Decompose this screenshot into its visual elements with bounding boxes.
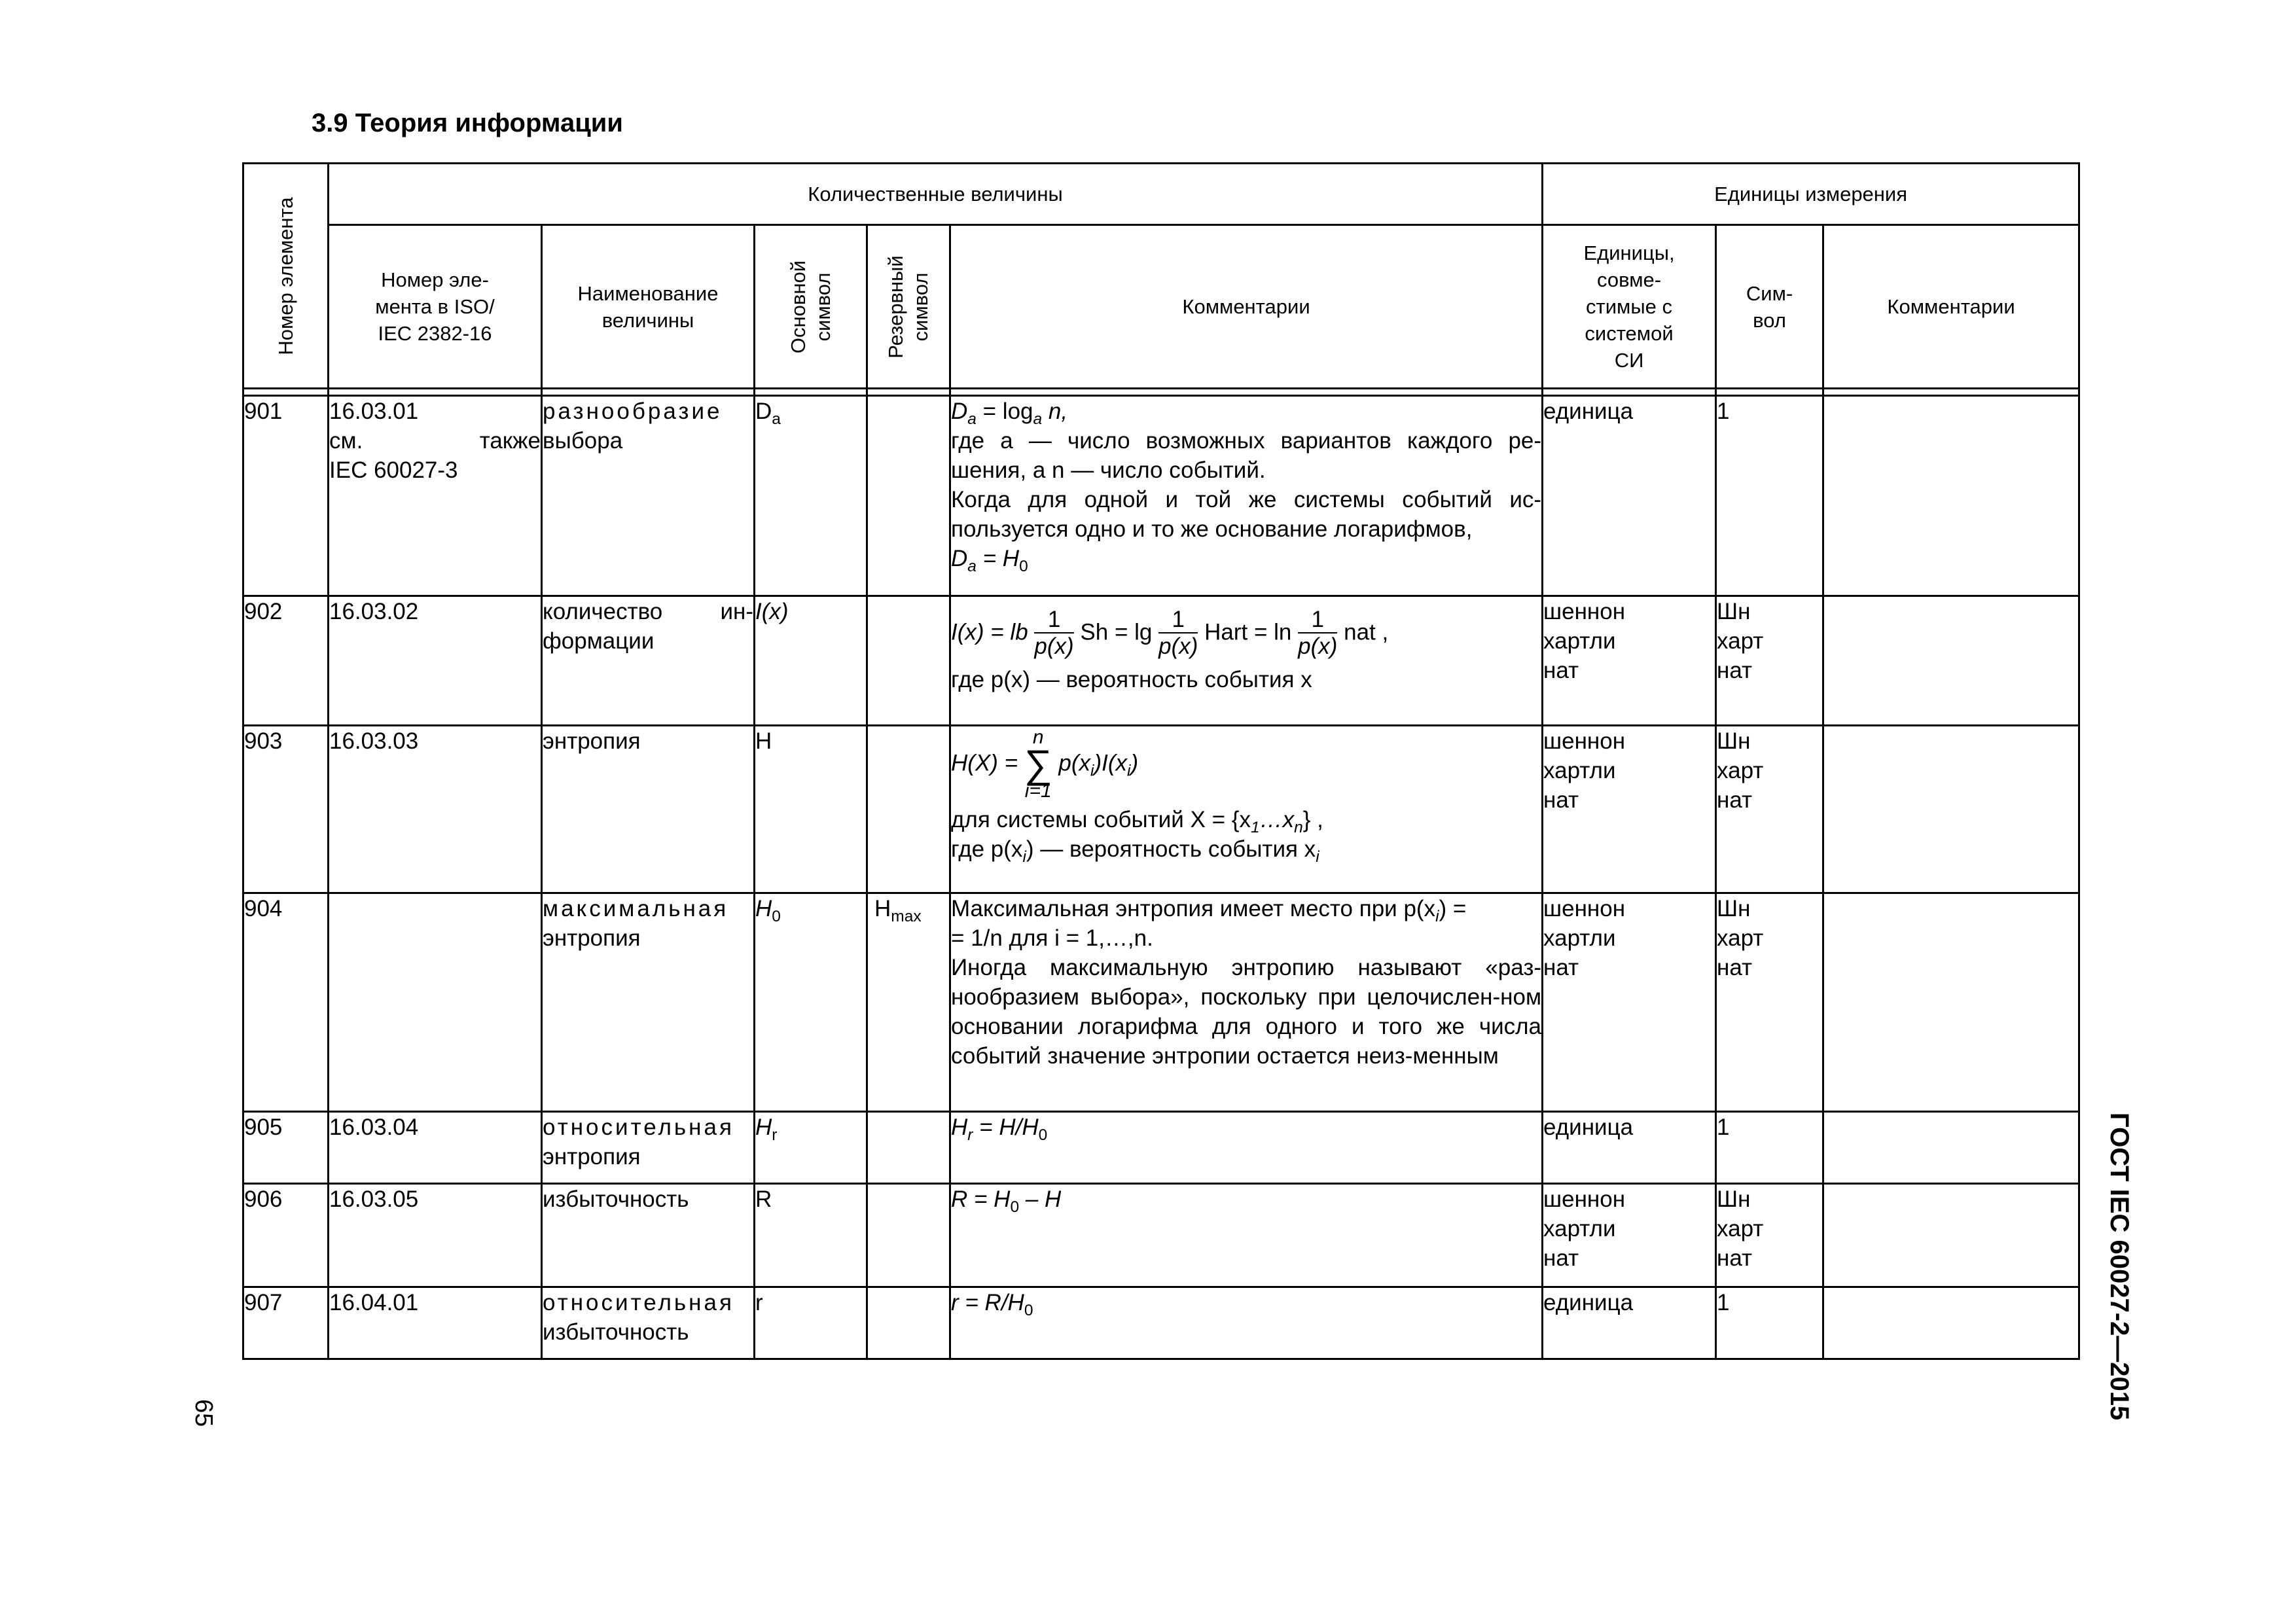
row-number: 901 [243,396,329,596]
row-unit-comment [1823,726,2079,893]
row-iso-number: 16.03.04 [329,1112,542,1184]
row-comment: $D_a = \log_a n$, где a — число возможных вариантов каждого ре-шения, а n — число событий. Когда для одной и той же системы событий ис-пользуется одно и то же основание логарифмов, $D_a = H_0$ [950,396,1543,596]
row-unit-symbol: Шн харт нат [1716,1184,1823,1287]
quantities-table [242,162,2080,1360]
header-unit-comments: Комментарии [1823,225,2079,389]
row-quantity-name: разнообразие выбора [542,396,755,596]
row-main-symbol: $H_r$ [755,1112,867,1184]
row-quantity-name: относительная энтропия [542,1112,755,1184]
information-formula: I(x) = lb $\frac{1}{p(x)}$ Sh = lg $\frac{1}{p(x)}$ Hart = ln $\frac{1}{p(x)}$ nat , [951,607,1389,659]
row-comment: $H_r = H/H_0$ [950,1112,1543,1184]
header-iso-number: Номер эле- мента в ISO/ IEC 2382-16 [329,225,542,389]
table-row [243,596,2079,726]
row-number: 906 [243,1184,329,1287]
row-main-symbol: $H_0$ [755,893,867,1112]
row-iso-number: 16.03.01 см. также IEC 60027-3 [329,396,542,596]
row-units: шеннон хартли нат [1543,893,1716,1112]
row-reserve-symbol [867,1112,950,1184]
table-row [243,893,2079,1112]
row-quantity-name: избыточность [542,1184,755,1287]
row-units: единица [1543,1287,1716,1359]
row-comment: I(x) = lb $\frac{1}{p(x)}$ Sh = lg $\frac{1}{p(x)}$ Hart = ln $\frac{1}{p(x)}$ nat , где p(x) — вероятность события x [950,596,1543,726]
row-unit-comment [1823,893,2079,1112]
row-unit-comment [1823,396,2079,596]
row-iso-number: 16.03.05 [329,1184,542,1287]
row-quantity-name: энтропия [542,726,755,893]
table-row [243,396,2079,596]
row-iso-number: 16.04.01 [329,1287,542,1359]
row-unit-symbol: Шн харт нат [1716,893,1823,1112]
row-reserve-symbol [867,396,950,596]
row-main-symbol: $D_a$ [755,396,867,596]
row-unit-symbol: 1 [1716,1287,1823,1359]
header-quantities: Количественные величины [329,164,1543,225]
document-designation: ГОСТ IEC 60027-2—2015 [2105,1113,2134,1421]
row-units: единица [1543,396,1716,596]
table-row [243,1112,2079,1184]
row-comment: $r = R/H_0$ [950,1287,1543,1359]
row-reserve-symbol: $H_{max}$ [867,893,950,1112]
row-comment: $R = H_0 - H$ [950,1184,1543,1287]
table-row [243,1287,2079,1359]
page-number: 65 [190,1399,217,1427]
row-main-symbol: H [755,726,867,893]
table-row [243,726,2079,893]
row-quantity-name: максимальная энтропия [542,893,755,1112]
row-units: шеннон хартли нат [1543,726,1716,893]
row-unit-comment [1823,596,2079,726]
row-unit-symbol: Шн харт нат [1716,596,1823,726]
row-units: единица [1543,1112,1716,1184]
header-main-symbol: Основной символ [755,225,867,389]
row-unit-comment [1823,1184,2079,1287]
header-unit-symbol: Сим- вол [1716,225,1823,389]
row-reserve-symbol [867,596,950,726]
row-unit-symbol: Шн харт нат [1716,726,1823,893]
row-reserve-symbol [867,726,950,893]
row-number: 902 [243,596,329,726]
row-comment: Максимальная энтропия имеет место при $p(x_i)$ = = 1/n для i = 1,…,n. Иногда максимальную энтропию называют «раз-нообразием выбора», поскольку при целочислен-ном основании логарифма для одного и того же числа событий значение энтропии остается неиз-менным [950,893,1543,1112]
section-title: 3.9 Теория информации [312,109,623,137]
row-number: 903 [243,726,329,893]
row-iso-number: 16.03.03 [329,726,542,893]
header-quantity-name: Наименование величины [542,225,755,389]
row-units: шеннон хартли нат [1543,1184,1716,1287]
header-reserve-symbol: Резервный символ [867,225,950,389]
row-iso-number: 16.03.02 [329,596,542,726]
entropy-formula: H(X) = n ∑ i=1 $p(x_i)I(x_i)$ [951,726,1139,802]
row-quantity-name: количество ин- формации [542,596,755,726]
header-si-units: Единицы, совме- стимые с системой СИ [1543,225,1716,389]
row-number: 904 [243,893,329,1112]
header-comments: Комментарии [950,225,1543,389]
row-main-symbol: R [755,1184,867,1287]
row-units: шеннон хартли нат [1543,596,1716,726]
row-main-symbol: r [755,1287,867,1359]
table-row [243,1184,2079,1287]
row-unit-symbol: 1 [1716,396,1823,596]
header-separator [243,389,2079,396]
row-reserve-symbol [867,1287,950,1359]
header-element-number: Номер элемента [243,164,329,389]
row-reserve-symbol [867,1184,950,1287]
row-number: 905 [243,1112,329,1184]
row-iso-number [329,893,542,1112]
header-units: Единицы измерения [1543,164,2079,225]
row-main-symbol: I(x) [755,596,867,726]
row-unit-comment [1823,1112,2079,1184]
row-unit-symbol: 1 [1716,1112,1823,1184]
row-number: 907 [243,1287,329,1359]
row-quantity-name: относительная избыточность [542,1287,755,1359]
row-comment: H(X) = n ∑ i=1 $p(x_i)I(x_i)$ для системы событий $X = \{x_1\dots x_n\}$ , где $p(x_i)$ — вероятность события $x_i$ [950,726,1543,893]
row-unit-comment [1823,1287,2079,1359]
